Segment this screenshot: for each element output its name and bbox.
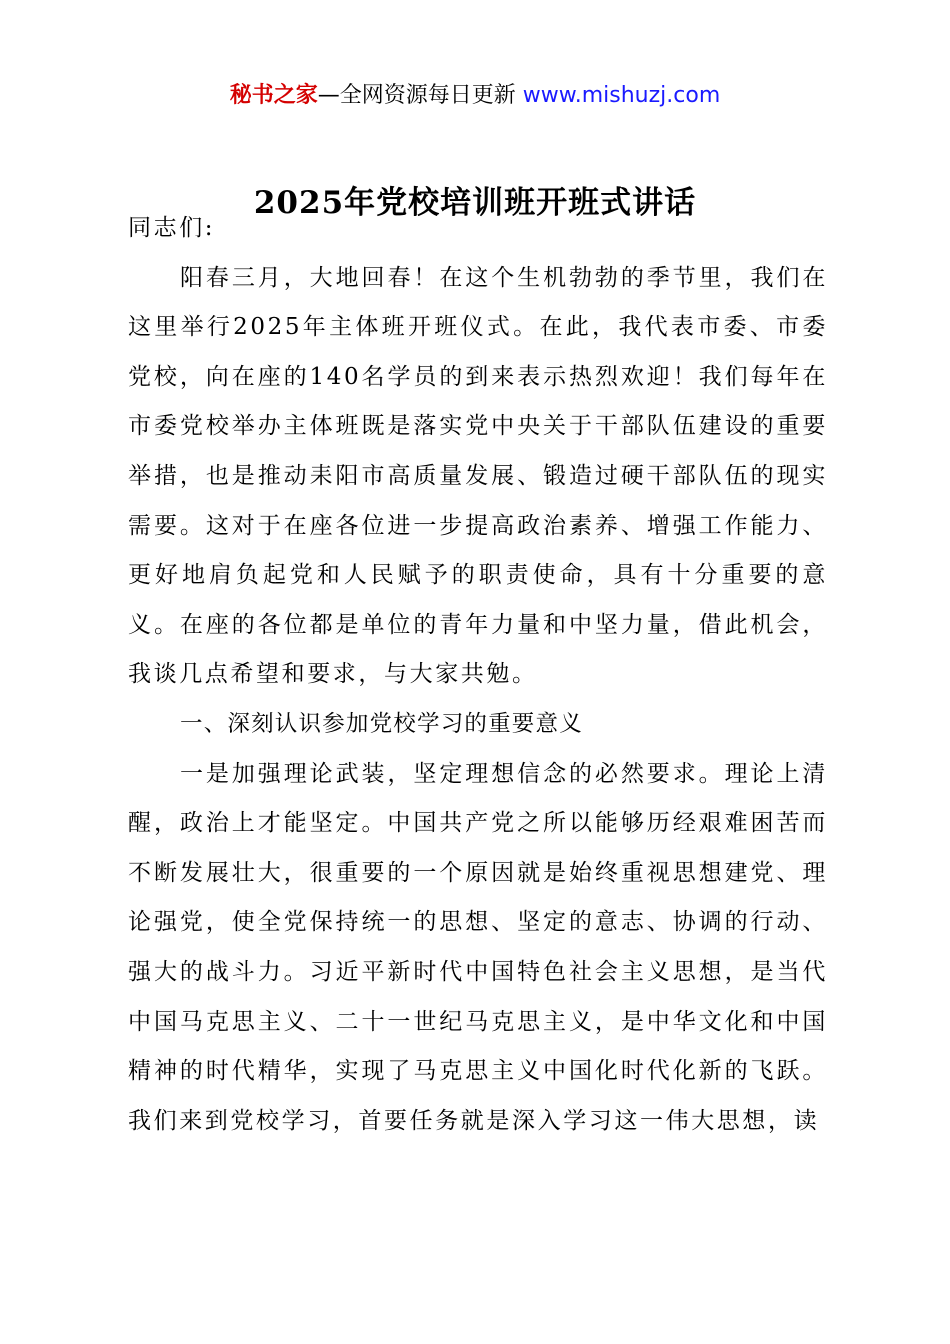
salutation: 同志们:: [128, 215, 216, 241]
document-title: 2025年党校培训班开班式讲话: [253, 185, 697, 221]
document-body: [128, 204, 828, 1146]
section-paragraph: 一是加强理论武装，坚定理想信念的必然要求。理论上清醒，政治上才能坚定。中国共产党之所以能够历经艰难困苦而不断发展壮大，很重要的一个原因就是始终重视思想建党、理论强党，使全党保持统一的思想、坚定的意志、协调的行动、强大的战斗力。习近平新时代中国特色社会主义思想，是当代中国马克思主义、二十一世纪马克思主义，是中华文化和中国精神的时代精华，实现了马克思主义中国化时代化新的飞跃。我们来到党校学习，首要任务就是深入学习这一伟大思想，读: [128, 760, 828, 1134]
section-heading: 一、深刻认识参加党校学习的重要意义: [180, 710, 583, 737]
header-tagline: —全网资源每日更新: [317, 83, 516, 108]
site-header: [0, 80, 950, 112]
opening-paragraph: 阳春三月，大地回春！在这个生机勃勃的季节里，我们在这里举行2025年主体班开班仪式。在此，我代表市委、市委党校，向在座的140名学员的到来表示热烈欢迎！我们每年在市委党校举办主体班既是落实党中央关于干部队伍建设的重要举措，也是推动耒阳市高质量发展、锻造过硬干部队伍的现实需要。这对于在座各位进一步提高政治素养、增强工作能力、更好地肩负起党和人民赋予的职责使命，具有十分重要的意义。在座的各位都是单位的青年力量和中坚力量，借此机会，我谈几点希望和要求，与大家共勉。: [128, 264, 828, 688]
header-brand: 秘书之家: [229, 83, 318, 108]
header-url-link[interactable]: www.mishuzj.com: [522, 83, 721, 108]
